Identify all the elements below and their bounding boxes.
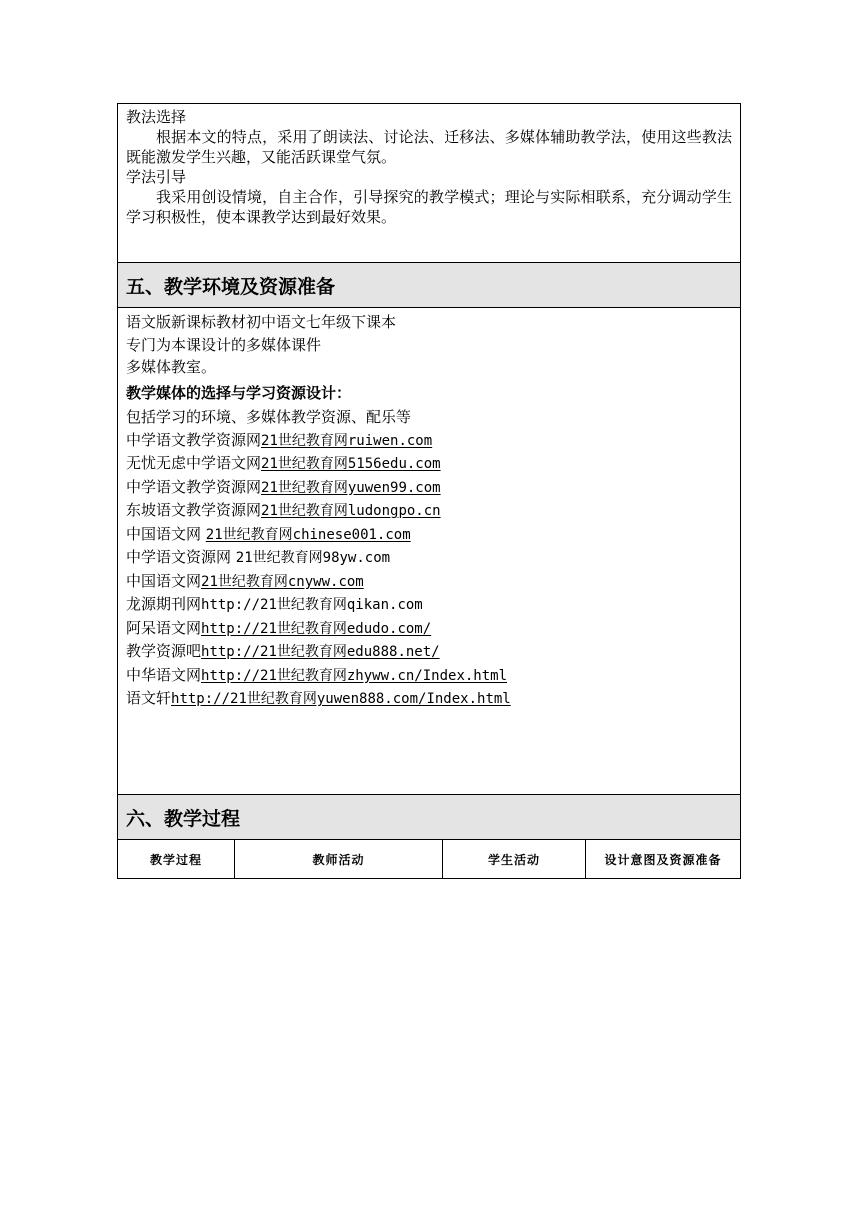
- resource-line: 语文版新课标教材初中语文七年级下课本: [126, 313, 397, 331]
- section-6-title: 六、教学过程: [126, 807, 241, 830]
- resource-link-row: [126, 499, 732, 523]
- site-name: 中学语文教学资源网: [126, 430, 262, 449]
- process-table-header: [118, 840, 740, 878]
- column-header-design: 设计意图及资源准备: [604, 852, 722, 867]
- teaching-method-heading: 教法选择: [126, 108, 187, 126]
- site-link[interactable]: 21世纪教育网chinese001.com: [205, 526, 411, 543]
- column-header-process: 教学过程: [118, 840, 235, 878]
- site-link[interactable]: 21世纪教育网cnyww.com: [201, 573, 364, 590]
- lesson-plan-table: [117, 103, 741, 879]
- resource-link-row: [126, 570, 732, 594]
- learning-method-text: 我采用创设情境，自主合作，引导探究的教学模式；理论与实际相联系，充分调动学生学习积极性，使本课教学达到最好效果。: [126, 188, 732, 226]
- column-header-student: 学生活动: [443, 840, 586, 878]
- site-link: http://21世纪教育网qikan.com: [201, 597, 423, 613]
- resource-line: 专门为本课设计的多媒体课件: [126, 335, 322, 354]
- section-5-title: 五、教学环境及资源准备: [126, 275, 336, 298]
- resources-cell: [118, 308, 740, 795]
- site-name: 中国语文网: [126, 571, 202, 590]
- site-name: 语文轩: [126, 689, 172, 707]
- site-name: 中学语文教学资源网: [126, 477, 262, 496]
- section-5-header: [118, 263, 740, 308]
- site-link[interactable]: 21世纪教育网5156edu.com: [261, 456, 441, 472]
- site-link[interactable]: 21世纪教育网ruiwen.com: [261, 432, 433, 449]
- site-name: 中国语文网: [126, 524, 206, 543]
- site-link: 21世纪教育网98yw.com: [235, 550, 391, 566]
- resource-link-row: [126, 617, 732, 641]
- site-link[interactable]: http://21世纪教育网edudo.com/: [201, 620, 432, 637]
- section-6-header: [118, 795, 740, 840]
- media-heading: 教学媒体的选择与学习资源设计：: [126, 383, 352, 402]
- site-name: 阿呆语文网: [126, 618, 202, 637]
- methods-cell: [118, 104, 740, 263]
- resource-link-row: [126, 640, 732, 664]
- resource-link-row: [126, 429, 732, 453]
- site-link[interactable]: http://21世纪教育网yuwen888.com/Index.html: [171, 691, 511, 707]
- site-name: 龙源期刊网: [126, 595, 202, 613]
- site-link[interactable]: 21世纪教育网yuwen99.com: [261, 479, 441, 496]
- site-name: 教学资源吧: [126, 642, 202, 660]
- site-name: 中学语文资源网: [126, 548, 236, 566]
- column-header-teacher: 教师活动: [235, 840, 443, 878]
- resource-link-row: [126, 593, 732, 617]
- site-name: 东坡语文教学资源网: [126, 501, 262, 519]
- site-link[interactable]: http://21世纪教育网edu888.net/: [201, 644, 440, 660]
- teaching-method-text: 根据本文的特点，采用了朗读法、讨论法、迁移法、多媒体辅助教学法，使用这些教法既能激发学生兴趣，又能活跃课堂气氛。: [126, 128, 732, 166]
- resource-link-row: [126, 452, 732, 476]
- resource-link-row: [126, 546, 732, 570]
- resource-link-row: [126, 523, 732, 547]
- resource-link-row: [126, 476, 732, 500]
- resource-line: 多媒体教室。: [126, 358, 217, 376]
- media-intro: 包括学习的环境、多媒体教学资源、配乐等: [126, 408, 412, 426]
- site-name: 中华语文网: [126, 665, 202, 684]
- site-name: 无忧无虑中学语文网: [126, 454, 262, 472]
- site-link[interactable]: http://21世纪教育网zhyww.cn/Index.html: [201, 667, 508, 684]
- resource-link-row: [126, 687, 732, 711]
- site-link[interactable]: 21世纪教育网ludongpo.cn: [261, 503, 441, 519]
- learning-method-heading: 学法引导: [126, 168, 187, 186]
- resource-link-row: [126, 664, 732, 688]
